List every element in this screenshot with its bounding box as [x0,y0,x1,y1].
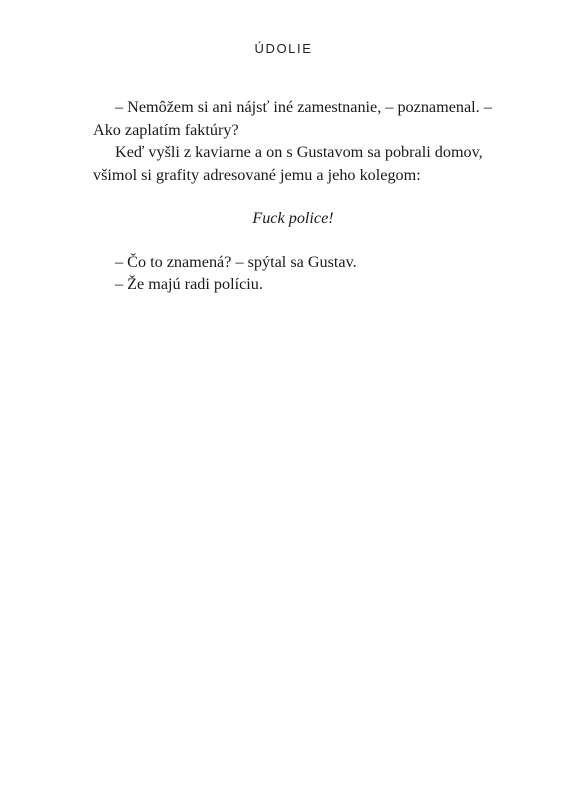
dialogue-line-question: – Čo to znamená? – spýtal sa Gustav. [115,252,357,271]
running-head: ÚDOLIE [254,41,313,56]
dialogue-line-answer: – Že majú radi políciu. [115,275,263,293]
graffiti-quote: Fuck police! [252,209,334,227]
paragraph-dialogue-jobs: – Nemôžem si ani nájsť iné zamestnanie, – poznamenal. – Ako zaplatím faktúry? [93,98,492,139]
paragraph-graffiti-intro: Keď vyšli z kaviarne a on s Gustavom sa pobrali domov, všimol si grafity adresované jemu a jeho kolegom: [93,143,483,184]
body-text [93,96,493,296]
